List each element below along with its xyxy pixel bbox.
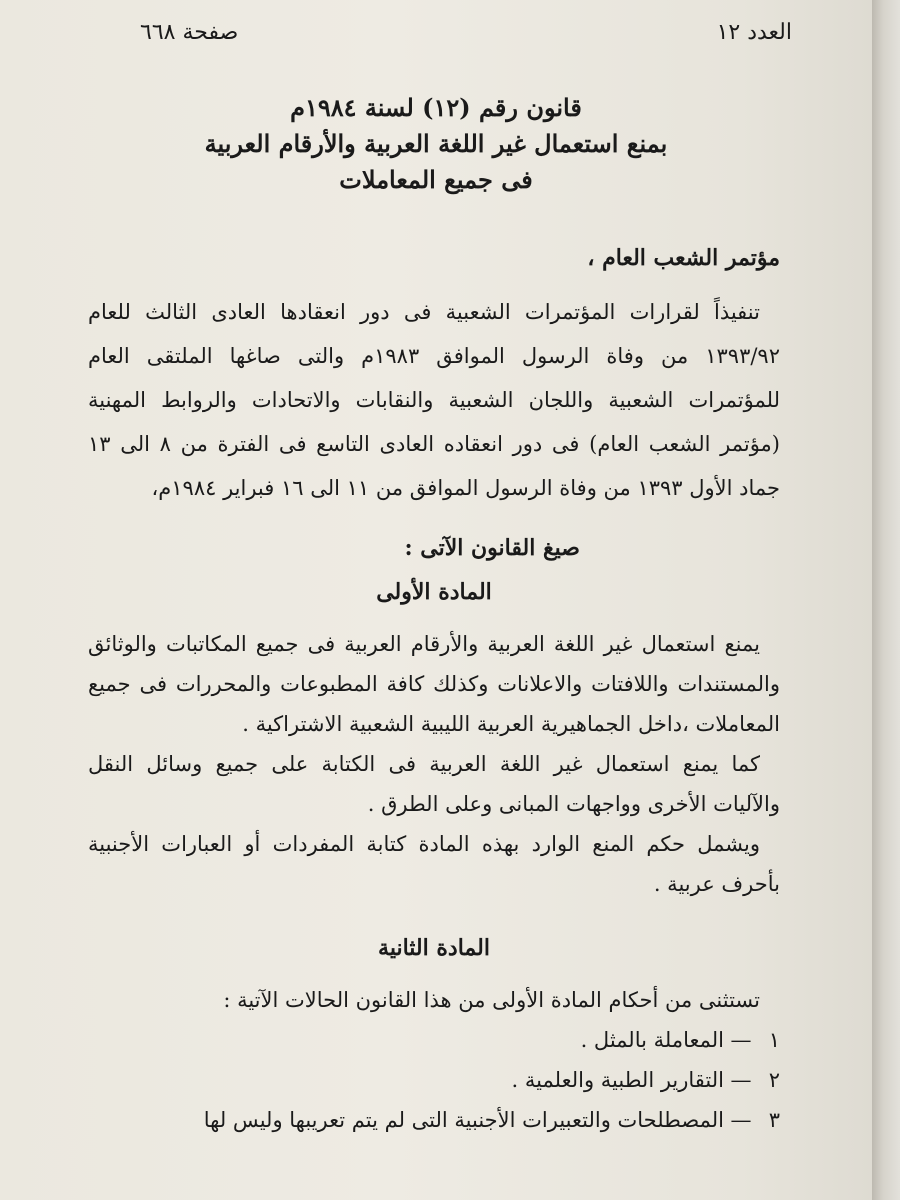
article-1-para-1: يمنع استعمال غير اللغة العربية والأرقام العربية فى جميع المكاتبات والوثائق والمستندات واللافتات والاعلانات وكذلك كافة المطبوعات والمحررات فى جميع المعاملات ،داخل الجماهيرية العربية الليبية الشعبية الاشتراكية . <box>88 632 780 736</box>
preamble: تنفيذاً لقرارات المؤتمرات الشعبية فى دور انعقادها العادى الثالث للعام ١٣٩٣/٩٢ من وفاة الرسول الموافق ١٩٨٣م والتى صاغها الملتقى العام للمؤتمرات الشعبية واللجان الشعبية والنقابات والاتحادات والروابط المهنية (مؤتمر الشعب العام) فى دور انعقاده العادى التاسع فى الفترة من ٨ الى ١٣ جماد الأول ١٣٩٣ من وفاة الرسول الموافق من ١١ الى ١٦ فبراير ١٩٨٤م، <box>88 300 780 500</box>
law-body <box>88 240 780 1140</box>
list-item <box>88 1060 780 1100</box>
page-edge <box>872 0 900 1200</box>
title-line-1: قانون رقم (١٢) لسنة ١٩٨٤م <box>290 93 582 122</box>
list-item <box>88 1020 780 1060</box>
article-2-intro: تستثنى من أحكام المادة الأولى من هذا القانون الحالات الآتية : <box>223 988 760 1012</box>
title-line-2: بمنع استعمال غير اللغة العربية والأرقام العربية <box>204 129 668 158</box>
article-1-para-2: كما يمنع استعمال غير اللغة العربية فى الكتابة على جميع وسائل النقل والآليات الأخرى وواجهات المبانى وعلى الطرق . <box>88 752 780 816</box>
law-title <box>0 90 872 198</box>
exceptions-list <box>88 1020 780 1140</box>
promulgation: صيغ القانون الآتى : <box>404 535 580 561</box>
list-item <box>88 1100 780 1140</box>
article-1-heading: المادة الأولى <box>376 579 492 605</box>
title-line-3: فى جميع المعاملات <box>339 165 533 194</box>
list-dash: — <box>730 1028 752 1052</box>
page-header <box>140 14 792 50</box>
list-item-text: المصطلحات والتعبيرات الأجنبية التى لم يتم تعريبها وليس لها <box>203 1108 724 1132</box>
list-dash: — <box>730 1108 752 1132</box>
list-item-text: التقارير الطبية والعلمية . <box>511 1068 724 1092</box>
list-item-number: ١ <box>768 1028 780 1052</box>
list-item-text: المعاملة بالمثل . <box>580 1028 724 1052</box>
issue-number: العدد ١٢ <box>716 19 792 45</box>
list-item-number: ٢ <box>768 1068 780 1092</box>
list-item-number: ٣ <box>768 1108 780 1132</box>
issuer: مؤتمر الشعب العام ، <box>587 245 780 271</box>
page-number: صفحة ٦٦٨ <box>140 19 239 45</box>
article-1-para-3: ويشمل حكم المنع الوارد بهذه المادة كتابة المفردات أو العبارات الأجنبية بأحرف عربية . <box>88 832 780 896</box>
article-2-heading: المادة الثانية <box>378 935 490 961</box>
list-dash: — <box>730 1068 752 1092</box>
